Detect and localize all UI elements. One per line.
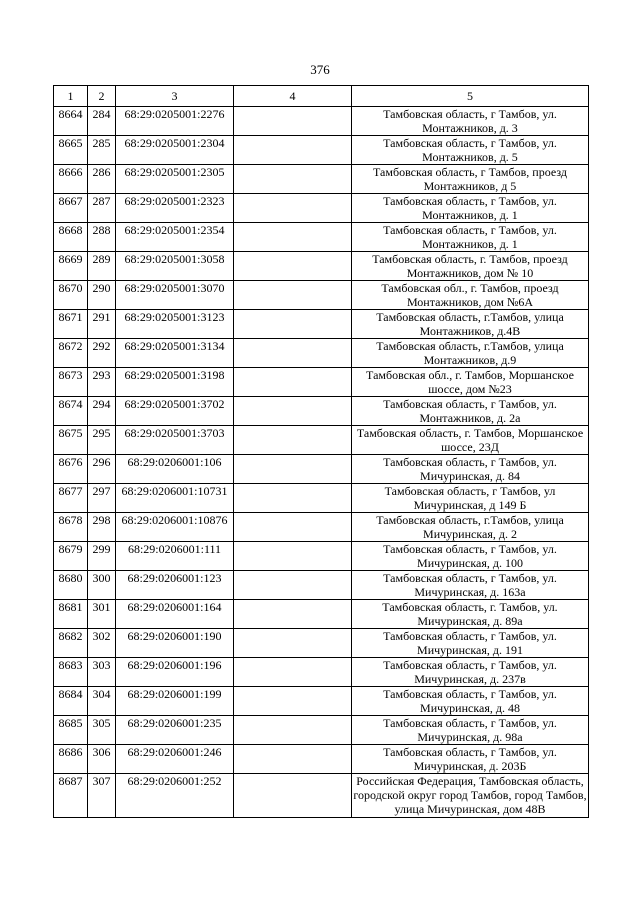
table-header-row	[54, 86, 589, 107]
cadastral-number-cell: 68:29:0206001:199	[116, 687, 234, 716]
registry-table	[53, 85, 589, 818]
column-4-cell	[234, 745, 352, 774]
row-number-cell: 8669	[54, 252, 88, 281]
cadastral-number-cell: 68:29:0205001:3123	[116, 310, 234, 339]
cadastral-number-cell: 68:29:0206001:246	[116, 745, 234, 774]
row-number-cell: 8685	[54, 716, 88, 745]
table-row	[54, 281, 589, 310]
column-4-cell	[234, 281, 352, 310]
table-row	[54, 774, 589, 818]
index-cell: 289	[88, 252, 116, 281]
table-row	[54, 252, 589, 281]
column-4-cell	[234, 513, 352, 542]
row-number-cell: 8670	[54, 281, 88, 310]
index-cell: 292	[88, 339, 116, 368]
row-number-cell: 8664	[54, 107, 88, 136]
column-4-cell	[234, 368, 352, 397]
address-cell: Тамбовская область, г Тамбов, ул. Мичуринская, д. 100	[352, 542, 589, 571]
address-cell: Тамбовская область, г Тамбов, ул Мичуринская, д 149 Б	[352, 484, 589, 513]
row-number-cell: 8667	[54, 194, 88, 223]
address-cell: Тамбовская область, г.Тамбов, улица Монтажников, д.4В	[352, 310, 589, 339]
table-row	[54, 716, 589, 745]
address-cell: Тамбовская область, г Тамбов, ул. Мичуринская, д. 48	[352, 687, 589, 716]
index-cell: 306	[88, 745, 116, 774]
row-number-cell: 8681	[54, 600, 88, 629]
table-row	[54, 455, 589, 484]
column-header: 1	[54, 86, 88, 107]
column-4-cell	[234, 484, 352, 513]
column-4-cell	[234, 165, 352, 194]
address-cell: Тамбовская обл., г. Тамбов, Моршанское шоссе, дом №23	[352, 368, 589, 397]
table-row	[54, 571, 589, 600]
address-cell: Российская Федерация, Тамбовская область, городской округ город Тамбов, город Тамбов, улица Мичуринская, дом 48В	[353, 774, 587, 816]
table-row	[54, 397, 589, 426]
index-cell: 305	[88, 716, 116, 745]
row-number-cell: 8680	[54, 571, 88, 600]
column-4-cell	[234, 629, 352, 658]
cadastral-number-cell: 68:29:0205001:3198	[116, 368, 234, 397]
index-cell: 290	[88, 281, 116, 310]
address-cell: Тамбовская область, г Тамбов, ул. Монтажников, д. 1	[352, 194, 589, 223]
address-cell: Тамбовская область, г. Тамбов, Моршанское шоссе, 23Д	[352, 426, 589, 455]
column-4-cell	[234, 107, 352, 136]
index-cell: 284	[88, 107, 116, 136]
cadastral-number-cell: 68:29:0206001:106	[116, 455, 234, 484]
column-4-cell	[234, 600, 352, 629]
index-cell: 286	[88, 165, 116, 194]
address-cell: Тамбовская область, г Тамбов, ул. Мичуринская, д. 163а	[352, 571, 589, 600]
column-4-cell	[234, 658, 352, 687]
column-header: 3	[116, 86, 234, 107]
index-cell: 291	[88, 310, 116, 339]
column-header: 5	[352, 86, 589, 107]
row-number-cell: 8684	[54, 687, 88, 716]
table-row	[54, 426, 589, 455]
row-number-cell: 8666	[54, 165, 88, 194]
row-number-cell: 8675	[54, 426, 88, 455]
index-cell: 288	[88, 223, 116, 252]
address-cell: Тамбовская область, г Тамбов, ул. Мичуринская, д. 203Б	[352, 745, 589, 774]
column-4-cell	[234, 252, 352, 281]
cadastral-number-cell: 68:29:0205001:2276	[116, 107, 234, 136]
table-row	[54, 339, 589, 368]
table-row	[54, 629, 589, 658]
row-number-cell: 8678	[54, 513, 88, 542]
index-cell: 294	[88, 397, 116, 426]
table-row	[54, 165, 589, 194]
cadastral-number-cell: 68:29:0205001:2304	[116, 136, 234, 165]
address-cell: Тамбовская область, г.Тамбов, улица Мичуринская, д. 2	[352, 513, 589, 542]
column-4-cell	[234, 194, 352, 223]
table-row	[54, 223, 589, 252]
row-number-cell: 8687	[54, 774, 88, 818]
index-cell: 304	[88, 687, 116, 716]
cadastral-number-cell: 68:29:0205001:2323	[116, 194, 234, 223]
column-4-cell	[234, 774, 352, 818]
cadastral-number-cell: 68:29:0205001:2305	[116, 165, 234, 194]
address-cell: Тамбовская область, г Тамбов, ул. Монтажников, д. 3	[352, 107, 589, 136]
index-cell: 299	[88, 542, 116, 571]
row-number-cell: 8665	[54, 136, 88, 165]
column-4-cell	[234, 426, 352, 455]
cadastral-number-cell: 68:29:0205001:3702	[116, 397, 234, 426]
table-row	[54, 107, 589, 136]
column-4-cell	[234, 310, 352, 339]
address-cell: Тамбовская область, г Тамбов, ул. Монтажников, д. 1	[352, 223, 589, 252]
row-number-cell: 8673	[54, 368, 88, 397]
table-row	[54, 542, 589, 571]
cadastral-number-cell: 68:29:0206001:190	[116, 629, 234, 658]
table-row	[54, 136, 589, 165]
table-row	[54, 310, 589, 339]
row-number-cell: 8672	[54, 339, 88, 368]
index-cell: 296	[88, 455, 116, 484]
cadastral-number-cell: 68:29:0205001:2354	[116, 223, 234, 252]
row-number-cell: 8683	[54, 658, 88, 687]
cadastral-number-cell: 68:29:0206001:10876	[116, 513, 234, 542]
address-cell: Тамбовская область, г Тамбов, ул. Монтажников, д. 2а	[352, 397, 589, 426]
address-cell: Тамбовская область, г Тамбов, ул. Мичуринская, д. 237в	[352, 658, 589, 687]
cadastral-number-cell: 68:29:0206001:196	[116, 658, 234, 687]
address-cell: Тамбовская область, г Тамбов, проезд Монтажников, д 5	[352, 165, 589, 194]
cadastral-number-cell: 68:29:0206001:111	[116, 542, 234, 571]
cadastral-number-cell: 68:29:0206001:10731	[116, 484, 234, 513]
table-row	[54, 368, 589, 397]
cadastral-number-cell: 68:29:0206001:252	[116, 774, 234, 818]
address-cell: Тамбовская область, г.Тамбов, улица Монтажников, д.9	[352, 339, 589, 368]
table-body	[54, 107, 589, 818]
cadastral-number-cell: 68:29:0205001:3134	[116, 339, 234, 368]
cadastral-number-cell: 68:29:0205001:3703	[116, 426, 234, 455]
column-4-cell	[234, 455, 352, 484]
row-number-cell: 8677	[54, 484, 88, 513]
column-4-cell	[234, 716, 352, 745]
index-cell: 301	[88, 600, 116, 629]
address-cell: Тамбовская обл., г. Тамбов, проезд Монтажников, дом №6А	[352, 281, 589, 310]
cadastral-number-cell: 68:29:0206001:164	[116, 600, 234, 629]
row-number-cell: 8671	[54, 310, 88, 339]
address-cell: Тамбовская область, г Тамбов, ул. Мичуринская, д. 191	[352, 629, 589, 658]
index-cell: 297	[88, 484, 116, 513]
row-number-cell: 8682	[54, 629, 88, 658]
index-cell: 307	[88, 774, 116, 818]
table-row	[54, 687, 589, 716]
index-cell: 298	[88, 513, 116, 542]
address-cell: Тамбовская область, г Тамбов, ул. Мичуринская, д. 98а	[352, 716, 589, 745]
address-cell: Тамбовская область, г Тамбов, ул. Монтажников, д. 5	[352, 136, 589, 165]
column-4-cell	[234, 397, 352, 426]
address-cell: Тамбовская область, г Тамбов, ул. Мичуринская, д. 84	[352, 455, 589, 484]
column-4-cell	[234, 339, 352, 368]
row-number-cell: 8676	[54, 455, 88, 484]
column-header: 2	[88, 86, 116, 107]
index-cell: 285	[88, 136, 116, 165]
column-4-cell	[234, 223, 352, 252]
cadastral-number-cell: 68:29:0206001:235	[116, 716, 234, 745]
table-row	[54, 484, 589, 513]
row-number-cell: 8668	[54, 223, 88, 252]
row-number-cell: 8679	[54, 542, 88, 571]
index-cell: 302	[88, 629, 116, 658]
cadastral-number-cell: 68:29:0206001:123	[116, 571, 234, 600]
index-cell: 295	[88, 426, 116, 455]
cadastral-number-cell: 68:29:0205001:3058	[116, 252, 234, 281]
page-number: 376	[310, 62, 330, 77]
index-cell: 287	[88, 194, 116, 223]
table-row	[54, 194, 589, 223]
column-4-cell	[234, 571, 352, 600]
table-row	[54, 600, 589, 629]
table-row	[54, 658, 589, 687]
column-4-cell	[234, 136, 352, 165]
column-4-cell	[234, 687, 352, 716]
address-cell: Тамбовская область, г. Тамбов, проезд Монтажников, дом № 10	[352, 252, 589, 281]
cadastral-number-cell: 68:29:0205001:3070	[116, 281, 234, 310]
table-row	[54, 513, 589, 542]
index-cell: 303	[88, 658, 116, 687]
address-cell: Тамбовская область, г. Тамбов, ул. Мичуринская, д. 89а	[352, 600, 589, 629]
row-number-cell: 8674	[54, 397, 88, 426]
index-cell: 300	[88, 571, 116, 600]
column-4-cell	[234, 542, 352, 571]
row-number-cell: 8686	[54, 745, 88, 774]
index-cell: 293	[88, 368, 116, 397]
table-row	[54, 745, 589, 774]
column-header: 4	[234, 86, 352, 107]
